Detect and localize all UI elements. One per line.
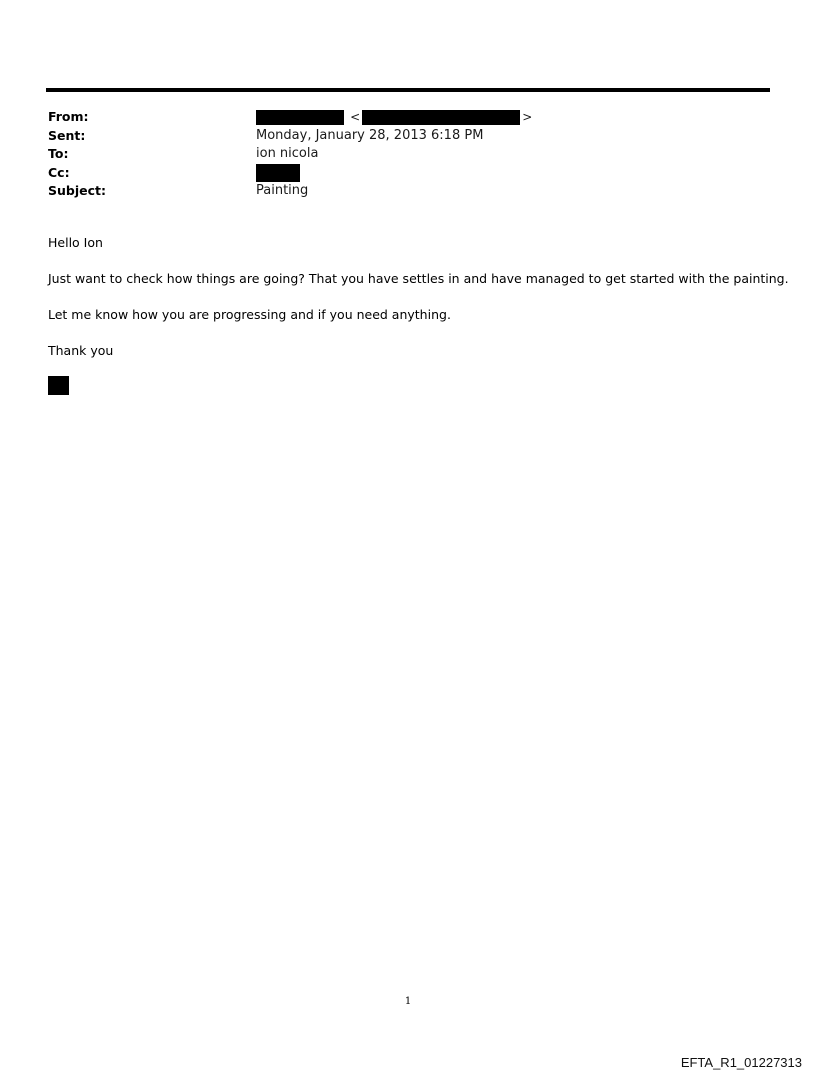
cc-row [48,164,768,183]
from-row [48,108,768,127]
from-label: From: [48,109,89,124]
redacted-sender-name [256,110,344,125]
page-number: 1 [404,996,412,1007]
to-row [48,145,768,164]
greeting: Hello Ion [48,235,103,250]
subject-label: Subject: [48,183,106,198]
cc-value [256,164,300,183]
body-paragraph-1: Just want to check how things are going? That you have settles in and have managed to get started with the painting. [48,271,789,286]
bates-number: EFTA_R1_01227313 [680,1055,802,1070]
email-body [48,234,789,378]
to-label: To: [48,146,69,161]
sent-value: Monday, January 28, 2013 6:18 PM [256,127,484,143]
header-divider [46,88,770,92]
sent-row [48,127,768,146]
redacted-cc [256,164,300,182]
subject-value: Painting [256,183,309,198]
to-value: ion nicola [256,146,319,161]
sent-label: Sent: [48,127,86,143]
subject-row [48,182,768,201]
from-open-bracket: < [350,110,361,124]
body-paragraph-2: Let me know how you are progressing and if you need anything. [48,307,451,322]
email-header [48,108,768,201]
cc-label: Cc: [48,164,70,180]
from-value [256,108,534,127]
redacted-sender-email [362,110,520,125]
from-close-bracket: > [522,110,533,124]
closing: Thank you [48,343,114,358]
redacted-signature [48,376,69,395]
